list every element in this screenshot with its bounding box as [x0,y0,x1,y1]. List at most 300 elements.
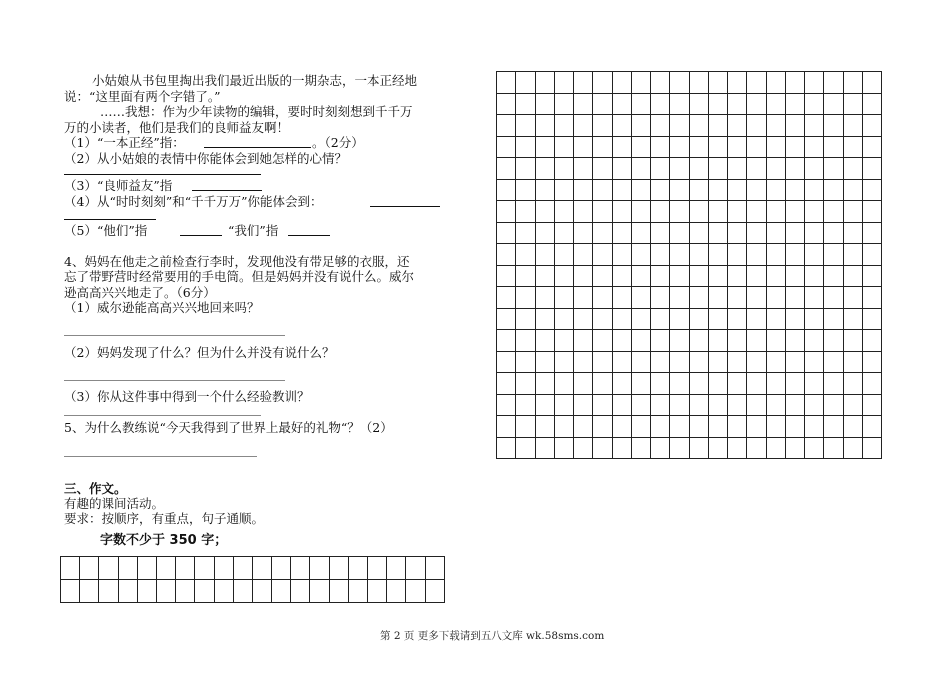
grid-cell[interactable] [862,287,881,309]
grid-cell[interactable] [612,179,631,201]
grid-cell[interactable] [387,580,406,603]
grid-cell[interactable] [689,244,708,266]
grid-cell[interactable] [766,158,785,180]
grid-cell[interactable] [631,158,650,180]
grid-cell[interactable] [535,72,554,94]
grid-cell[interactable] [593,179,612,201]
grid-cell[interactable] [497,222,516,244]
answer-line-q5a[interactable] [180,235,222,236]
grid-cell[interactable] [843,416,862,438]
grid-cell[interactable] [862,179,881,201]
grid-cell[interactable] [554,201,573,223]
grid-cell[interactable] [689,115,708,137]
grid-cell[interactable] [310,580,329,603]
grid-cell[interactable] [574,201,593,223]
grid-cell[interactable] [824,115,843,137]
grid-cell[interactable] [785,158,804,180]
grid-cell[interactable] [497,287,516,309]
grid-cell[interactable] [747,72,766,94]
grid-cell[interactable] [593,136,612,158]
grid-cell[interactable] [497,72,516,94]
grid-cell[interactable] [785,201,804,223]
grid-cell[interactable] [824,93,843,115]
grid-cell[interactable] [708,72,727,94]
grid-cell[interactable] [708,394,727,416]
answer-line-4-3[interactable] [64,415,261,416]
grid-cell[interactable] [824,287,843,309]
grid-cell[interactable] [535,308,554,330]
grid-cell[interactable] [747,287,766,309]
grid-cell[interactable] [516,201,535,223]
grid-cell[interactable] [631,416,650,438]
grid-cell[interactable] [670,244,689,266]
grid-cell[interactable] [535,265,554,287]
grid-cell[interactable] [612,201,631,223]
grid-cell[interactable] [651,115,670,137]
grid-cell[interactable] [785,351,804,373]
grid-cell[interactable] [766,287,785,309]
grid-cell[interactable] [670,158,689,180]
grid-cell[interactable] [670,72,689,94]
grid-cell[interactable] [766,201,785,223]
grid-cell[interactable] [708,287,727,309]
grid-cell[interactable] [862,308,881,330]
grid-cell[interactable] [728,351,747,373]
grid-cell[interactable] [670,330,689,352]
grid-cell[interactable] [843,437,862,459]
grid-cell[interactable] [670,93,689,115]
grid-cell[interactable] [689,222,708,244]
grid-cell[interactable] [554,330,573,352]
grid-cell[interactable] [862,394,881,416]
grid-cell[interactable] [137,557,156,580]
grid-cell[interactable] [368,580,387,603]
grid-cell[interactable] [233,557,252,580]
grid-cell[interactable] [766,72,785,94]
grid-cell[interactable] [497,179,516,201]
grid-cell[interactable] [497,351,516,373]
grid-cell[interactable] [728,265,747,287]
grid-cell[interactable] [689,72,708,94]
grid-cell[interactable] [708,416,727,438]
grid-cell[interactable] [766,416,785,438]
grid-cell[interactable] [670,115,689,137]
grid-cell[interactable] [651,179,670,201]
grid-cell[interactable] [805,330,824,352]
grid-cell[interactable] [670,201,689,223]
grid-cell[interactable] [843,244,862,266]
grid-cell[interactable] [497,394,516,416]
grid-cell[interactable] [785,394,804,416]
writing-grid-large[interactable] [496,71,882,459]
grid-cell[interactable] [805,222,824,244]
grid-cell[interactable] [516,115,535,137]
grid-cell[interactable] [535,201,554,223]
grid-cell[interactable] [747,115,766,137]
grid-cell[interactable] [785,222,804,244]
grid-cell[interactable] [747,394,766,416]
grid-cell[interactable] [708,351,727,373]
grid-cell[interactable] [824,265,843,287]
grid-cell[interactable] [670,373,689,395]
grid-cell[interactable] [516,437,535,459]
grid-cell[interactable] [574,93,593,115]
grid-cell[interactable] [728,287,747,309]
grid-cell[interactable] [843,265,862,287]
grid-cell[interactable] [805,265,824,287]
grid-cell[interactable] [689,287,708,309]
grid-cell[interactable] [631,179,650,201]
grid-cell[interactable] [631,287,650,309]
grid-cell[interactable] [785,244,804,266]
grid-cell[interactable] [535,222,554,244]
grid-cell[interactable] [272,580,291,603]
grid-cell[interactable] [612,373,631,395]
grid-cell[interactable] [631,437,650,459]
grid-cell[interactable] [612,287,631,309]
grid-cell[interactable] [766,244,785,266]
grid-cell[interactable] [805,308,824,330]
grid-cell[interactable] [805,93,824,115]
grid-cell[interactable] [651,437,670,459]
grid-cell[interactable] [61,580,80,603]
grid-cell[interactable] [593,437,612,459]
grid-cell[interactable] [785,308,804,330]
answer-line-q5b[interactable] [288,235,330,236]
grid-cell[interactable] [80,557,99,580]
grid-cell[interactable] [535,394,554,416]
grid-cell[interactable] [747,201,766,223]
grid-cell[interactable] [214,557,233,580]
grid-cell[interactable] [728,115,747,137]
grid-cell[interactable] [824,136,843,158]
grid-cell[interactable] [387,557,406,580]
grid-cell[interactable] [554,308,573,330]
grid-cell[interactable] [651,373,670,395]
grid-cell[interactable] [631,373,650,395]
grid-cell[interactable] [574,222,593,244]
grid-cell[interactable] [425,557,444,580]
grid-cell[interactable] [252,557,271,580]
grid-cell[interactable] [156,580,175,603]
grid-cell[interactable] [99,557,118,580]
grid-cell[interactable] [843,136,862,158]
grid-cell[interactable] [843,179,862,201]
grid-cell[interactable] [425,580,444,603]
grid-cell[interactable] [689,136,708,158]
grid-cell[interactable] [708,330,727,352]
grid-cell[interactable] [843,222,862,244]
grid-cell[interactable] [631,351,650,373]
grid-cell[interactable] [651,287,670,309]
grid-cell[interactable] [195,580,214,603]
grid-cell[interactable] [728,201,747,223]
grid-cell[interactable] [805,72,824,94]
grid-cell[interactable] [272,557,291,580]
grid-cell[interactable] [805,416,824,438]
grid-cell[interactable] [554,222,573,244]
grid-cell[interactable] [824,179,843,201]
grid-cell[interactable] [708,115,727,137]
grid-cell[interactable] [728,244,747,266]
grid-cell[interactable] [593,265,612,287]
grid-cell[interactable] [612,222,631,244]
grid-cell[interactable] [766,437,785,459]
grid-cell[interactable] [497,437,516,459]
grid-cell[interactable] [176,557,195,580]
grid-cell[interactable] [535,373,554,395]
grid-cell[interactable] [708,93,727,115]
grid-cell[interactable] [805,201,824,223]
grid-cell[interactable] [118,557,137,580]
grid-cell[interactable] [689,93,708,115]
grid-cell[interactable] [612,265,631,287]
grid-cell[interactable] [728,136,747,158]
grid-cell[interactable] [497,158,516,180]
grid-cell[interactable] [689,416,708,438]
grid-cell[interactable] [747,136,766,158]
grid-cell[interactable] [766,394,785,416]
grid-cell[interactable] [118,580,137,603]
grid-cell[interactable] [843,72,862,94]
grid-cell[interactable] [612,330,631,352]
grid-cell[interactable] [843,158,862,180]
grid-cell[interactable] [535,179,554,201]
grid-cell[interactable] [670,136,689,158]
grid-cell[interactable] [651,72,670,94]
grid-cell[interactable] [593,201,612,223]
grid-cell[interactable] [593,308,612,330]
grid-cell[interactable] [843,115,862,137]
grid-cell[interactable] [747,93,766,115]
grid-cell[interactable] [689,265,708,287]
grid-cell[interactable] [406,557,425,580]
grid-cell[interactable] [535,158,554,180]
grid-cell[interactable] [612,136,631,158]
grid-cell[interactable] [593,373,612,395]
grid-cell[interactable] [747,158,766,180]
grid-cell[interactable] [612,244,631,266]
grid-cell[interactable] [497,136,516,158]
grid-cell[interactable] [554,394,573,416]
grid-cell[interactable] [747,265,766,287]
grid-cell[interactable] [708,308,727,330]
grid-cell[interactable] [195,557,214,580]
grid-cell[interactable] [554,437,573,459]
grid-cell[interactable] [516,93,535,115]
grid-cell[interactable] [824,373,843,395]
grid-cell[interactable] [368,557,387,580]
grid-cell[interactable] [862,244,881,266]
grid-cell[interactable] [824,351,843,373]
grid-cell[interactable] [805,115,824,137]
grid-cell[interactable] [651,265,670,287]
grid-cell[interactable] [631,330,650,352]
grid-cell[interactable] [728,394,747,416]
grid-cell[interactable] [728,222,747,244]
grid-cell[interactable] [554,179,573,201]
grid-cell[interactable] [728,373,747,395]
grid-cell[interactable] [612,308,631,330]
grid-cell[interactable] [554,416,573,438]
grid-cell[interactable] [574,115,593,137]
grid-cell[interactable] [651,394,670,416]
grid-cell[interactable] [554,115,573,137]
grid-cell[interactable] [233,580,252,603]
grid-cell[interactable] [728,437,747,459]
grid-cell[interactable] [824,330,843,352]
grid-cell[interactable] [708,179,727,201]
answer-line-q2[interactable] [64,174,261,175]
grid-cell[interactable] [554,136,573,158]
grid-cell[interactable] [747,179,766,201]
grid-cell[interactable] [843,93,862,115]
grid-cell[interactable] [862,265,881,287]
grid-cell[interactable] [747,416,766,438]
grid-cell[interactable] [747,351,766,373]
grid-cell[interactable] [516,72,535,94]
grid-cell[interactable] [862,201,881,223]
grid-cell[interactable] [708,158,727,180]
grid-cell[interactable] [80,580,99,603]
grid-cell[interactable] [689,351,708,373]
grid-cell[interactable] [843,373,862,395]
grid-cell[interactable] [593,158,612,180]
grid-cell[interactable] [728,416,747,438]
grid-cell[interactable] [497,373,516,395]
answer-line-4-1[interactable] [64,335,285,336]
grid-cell[interactable] [670,308,689,330]
grid-cell[interactable] [593,351,612,373]
grid-cell[interactable] [535,115,554,137]
grid-cell[interactable] [843,201,862,223]
grid-cell[interactable] [785,115,804,137]
grid-cell[interactable] [651,244,670,266]
grid-cell[interactable] [612,93,631,115]
grid-cell[interactable] [728,72,747,94]
grid-cell[interactable] [574,308,593,330]
grid-cell[interactable] [689,437,708,459]
grid-cell[interactable] [785,373,804,395]
grid-cell[interactable] [824,308,843,330]
grid-cell[interactable] [785,93,804,115]
grid-cell[interactable] [728,179,747,201]
grid-cell[interactable] [535,330,554,352]
grid-cell[interactable] [805,158,824,180]
grid-cell[interactable] [862,351,881,373]
grid-cell[interactable] [747,222,766,244]
grid-cell[interactable] [805,373,824,395]
grid-cell[interactable] [516,308,535,330]
grid-cell[interactable] [670,179,689,201]
grid-cell[interactable] [824,72,843,94]
grid-cell[interactable] [708,222,727,244]
grid-cell[interactable] [689,330,708,352]
grid-cell[interactable] [862,373,881,395]
grid-cell[interactable] [689,201,708,223]
grid-cell[interactable] [766,308,785,330]
grid-cell[interactable] [708,437,727,459]
grid-cell[interactable] [651,351,670,373]
grid-cell[interactable] [516,136,535,158]
grid-cell[interactable] [805,394,824,416]
grid-cell[interactable] [824,201,843,223]
grid-cell[interactable] [214,580,233,603]
grid-cell[interactable] [516,265,535,287]
grid-cell[interactable] [747,373,766,395]
grid-cell[interactable] [535,136,554,158]
grid-cell[interactable] [554,265,573,287]
grid-cell[interactable] [497,330,516,352]
grid-cell[interactable] [728,308,747,330]
grid-cell[interactable] [824,244,843,266]
grid-cell[interactable] [670,222,689,244]
grid-cell[interactable] [631,308,650,330]
grid-cell[interactable] [574,394,593,416]
grid-cell[interactable] [574,437,593,459]
grid-cell[interactable] [766,373,785,395]
grid-cell[interactable] [516,394,535,416]
grid-cell[interactable] [843,308,862,330]
grid-cell[interactable] [766,330,785,352]
grid-cell[interactable] [747,437,766,459]
grid-cell[interactable] [824,158,843,180]
grid-cell[interactable] [747,330,766,352]
writing-grid-small[interactable] [60,556,445,603]
grid-cell[interactable] [805,179,824,201]
answer-line-q4b[interactable] [64,219,156,220]
grid-cell[interactable] [708,265,727,287]
grid-cell[interactable] [535,287,554,309]
grid-cell[interactable] [574,72,593,94]
grid-cell[interactable] [631,265,650,287]
answer-line-q3[interactable] [192,190,262,191]
grid-cell[interactable] [612,115,631,137]
grid-cell[interactable] [785,437,804,459]
grid-cell[interactable] [862,330,881,352]
grid-cell[interactable] [651,416,670,438]
grid-cell[interactable] [689,394,708,416]
grid-cell[interactable] [497,416,516,438]
grid-cell[interactable] [651,201,670,223]
grid-cell[interactable] [805,136,824,158]
grid-cell[interactable] [291,580,310,603]
grid-cell[interactable] [862,136,881,158]
grid-cell[interactable] [593,115,612,137]
grid-cell[interactable] [252,580,271,603]
grid-cell[interactable] [824,394,843,416]
answer-line-5[interactable] [64,456,257,457]
grid-cell[interactable] [497,201,516,223]
grid-cell[interactable] [862,72,881,94]
grid-cell[interactable] [310,557,329,580]
grid-cell[interactable] [670,437,689,459]
grid-cell[interactable] [862,115,881,137]
grid-cell[interactable] [805,244,824,266]
grid-cell[interactable] [766,179,785,201]
grid-cell[interactable] [785,179,804,201]
grid-cell[interactable] [516,244,535,266]
grid-cell[interactable] [862,222,881,244]
answer-line-4-2[interactable] [64,380,285,381]
grid-cell[interactable] [708,201,727,223]
grid-cell[interactable] [593,287,612,309]
grid-cell[interactable] [708,373,727,395]
grid-cell[interactable] [708,244,727,266]
grid-cell[interactable] [497,308,516,330]
grid-cell[interactable] [612,416,631,438]
grid-cell[interactable] [766,136,785,158]
